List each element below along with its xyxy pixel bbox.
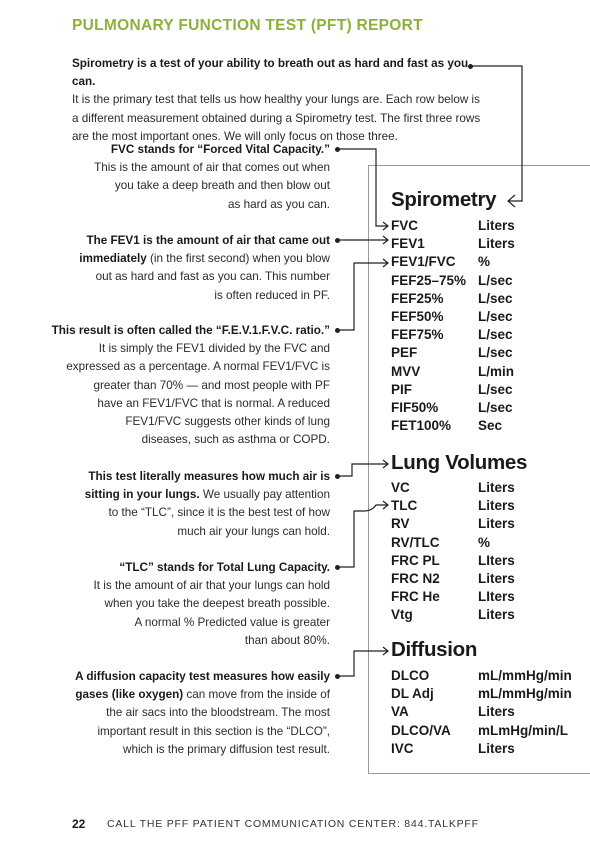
tlc-note-line: when you take the deepest breath possible. <box>104 597 330 611</box>
lung-volumes-heading: Lung Volumes <box>391 451 528 474</box>
measurement-name: FEV1 <box>391 236 425 252</box>
lung-note-text: We usually pay attention <box>199 488 330 502</box>
connector-tlc <box>339 505 388 567</box>
measurement-unit: % <box>478 254 491 270</box>
measurement-unit: L/min <box>478 363 514 379</box>
measurement-unit: mLmHg/min/L <box>478 722 568 738</box>
footer-contact: CALL THE PFF PATIENT COMMUNICATION CENTER: 844.TALKPFF <box>107 818 479 830</box>
fev1-note-line: is often reduced in PF. <box>214 288 330 302</box>
ratio-note-line: It is simply the FEV1 divided by the FVC and <box>98 342 330 356</box>
tlc-note-line: than about 80%. <box>244 633 330 647</box>
bullet-dot <box>335 565 340 570</box>
bullet-dot <box>335 674 340 679</box>
diffusion-note-bold: gases (like oxygen) <box>75 688 184 702</box>
measurement-unit: L/sec <box>478 381 513 397</box>
measurement-unit: L/sec <box>478 327 513 343</box>
measurement-name: FEF25% <box>391 290 444 306</box>
intro-line: a different measurement obtained during a Spirometry test. The first three rows <box>72 111 481 125</box>
fev1-note-line: out as hard and fast as you can. This number <box>95 270 330 284</box>
intro-line: are the most important ones. We will only focus on those three. <box>72 129 398 143</box>
measurement-name: VA <box>391 704 409 720</box>
measurement-name: Vtg <box>391 607 413 623</box>
fvc-note-line: you take a deep breath and then blow out <box>114 179 330 193</box>
measurement-name: FEV1/FVC <box>391 254 456 270</box>
measurement-unit: Liters <box>478 480 515 495</box>
fvc-note-bold: FVC stands for “Forced Vital Capacity.” <box>110 143 330 156</box>
measurement-name: VC <box>391 480 410 495</box>
ratio-note-line: have an FEV1/FVC that is normal. A reduced <box>97 396 330 410</box>
measurement-name: FVC <box>391 218 418 233</box>
diffusion-note-text: can move from the inside of <box>183 688 330 702</box>
tlc-note-bold: “TLC” stands for Total Lung Capacity. <box>119 561 330 574</box>
measurement-name: PEF <box>391 345 418 361</box>
connector-fvc <box>339 149 388 226</box>
connector-lung <box>339 464 388 476</box>
measurement-unit: Liters <box>478 236 515 252</box>
measurement-unit: L/sec <box>478 400 513 415</box>
bullet-dot <box>335 328 340 333</box>
measurement-name: MVV <box>391 363 421 379</box>
bullet-dot <box>468 64 473 69</box>
measurement-name: FIF50% <box>391 400 439 415</box>
measurement-name: FEF75% <box>391 327 444 343</box>
fvc-note-line: as hard as you can. <box>227 197 330 211</box>
measurement-name: PIF <box>391 381 413 397</box>
measurement-unit: L/sec <box>478 345 513 361</box>
measurement-unit: LIters <box>478 552 515 568</box>
fvc-note-line: This is the amount of air that comes out when <box>94 161 330 175</box>
measurement-unit: mL/mmHg/min <box>478 668 572 683</box>
ratio-note-line: diseases, such as asthma or COPD. <box>141 433 330 447</box>
diffusion-note-bold: A diffusion capacity test measures how easily <box>75 670 330 683</box>
measurement-name: FEF50% <box>391 309 444 324</box>
measurement-name: FET100% <box>391 418 452 434</box>
diffusion-note-line: important result in this section is the “DLCO”, <box>97 724 330 738</box>
intro-bold: Spirometry is a test of your ability to breath out as hard and fast as you can. <box>72 57 469 89</box>
measurement-unit: Sec <box>478 418 503 434</box>
lung-note-line: much air your lungs can hold. <box>177 524 330 538</box>
fev1-note-bold: immediately <box>79 252 147 266</box>
lung-note-bold: sitting in your lungs. <box>84 488 200 502</box>
measurement-unit: Liters <box>478 607 515 623</box>
measurement-name: DL Adj <box>391 686 434 702</box>
lung-note-line: to the “TLC”, since it is the best test of how <box>108 506 330 520</box>
measurement-unit: Liters <box>478 571 515 586</box>
lung-note-bold: This test literally measures how much air is <box>88 470 330 483</box>
page-title: PULMONARY FUNCTION TEST (PFT) REPORT <box>72 17 423 34</box>
page-number: 22 <box>72 817 86 831</box>
spirometry-heading: Spirometry <box>391 188 497 211</box>
measurement-unit: L/sec <box>478 309 513 324</box>
measurement-name: RV/TLC <box>391 534 440 550</box>
diffusion-note-line: which is the primary diffusion test result. <box>123 742 330 756</box>
measurement-unit: Liters <box>478 740 515 756</box>
measurement-name: TLC <box>391 498 418 514</box>
bullet-dot <box>335 474 340 479</box>
measurement-unit: Liters <box>478 704 515 720</box>
measurement-unit: mL/mmHg/min <box>478 686 572 702</box>
ratio-note-line: FEV1/FVC suggests other kinds of lung <box>125 415 330 429</box>
fev1-note-text: (in the first second) when you blow <box>146 252 330 266</box>
tlc-note-line: It is the amount of air that your lungs can hold <box>93 579 330 593</box>
measurement-name: DLCO/VA <box>391 722 451 738</box>
connector-diffusion <box>339 651 388 676</box>
measurement-name: RV <box>391 516 410 532</box>
measurement-unit: Liters <box>478 516 515 532</box>
diffusion-heading: Diffusion <box>391 638 478 661</box>
diffusion-note-line: the air sacs into the bloodstream. The most <box>106 706 330 720</box>
measurement-unit: Liters <box>478 498 515 514</box>
ratio-note-line: expressed as a percentage. A normal FEV1/FVC is <box>66 360 330 374</box>
measurement-unit: Liters <box>478 218 515 233</box>
ratio-note-bold: This result is often called the “F.E.V.1.F.V.C. ratio.” <box>51 324 330 337</box>
measurement-name: FEF25–75% <box>391 272 467 288</box>
measurement-unit: L/sec <box>478 272 513 288</box>
measurement-name: FRC He <box>391 589 440 605</box>
measurement-name: FRC N2 <box>391 571 440 586</box>
ratio-note-line: greater than 70% — and most people with PF <box>93 378 330 392</box>
measurement-unit: % <box>478 534 491 550</box>
measurement-name: FRC PL <box>391 552 440 568</box>
bullet-dot <box>335 147 340 152</box>
connector-ratio <box>339 263 388 330</box>
tlc-note-line: A normal % Predicted value is greater <box>134 615 330 629</box>
connector-intro <box>472 66 522 201</box>
measurement-unit: LIters <box>478 589 515 605</box>
intro-line: It is the primary test that tells us how healthy your lungs are. Each row below is <box>72 93 480 107</box>
measurement-name: IVC <box>391 740 414 756</box>
bullet-dot <box>335 238 340 243</box>
measurement-name: DLCO <box>391 668 430 683</box>
measurement-unit: L/sec <box>478 290 513 306</box>
fev1-note-bold: The FEV1 is the amount of air that came out <box>86 234 330 247</box>
